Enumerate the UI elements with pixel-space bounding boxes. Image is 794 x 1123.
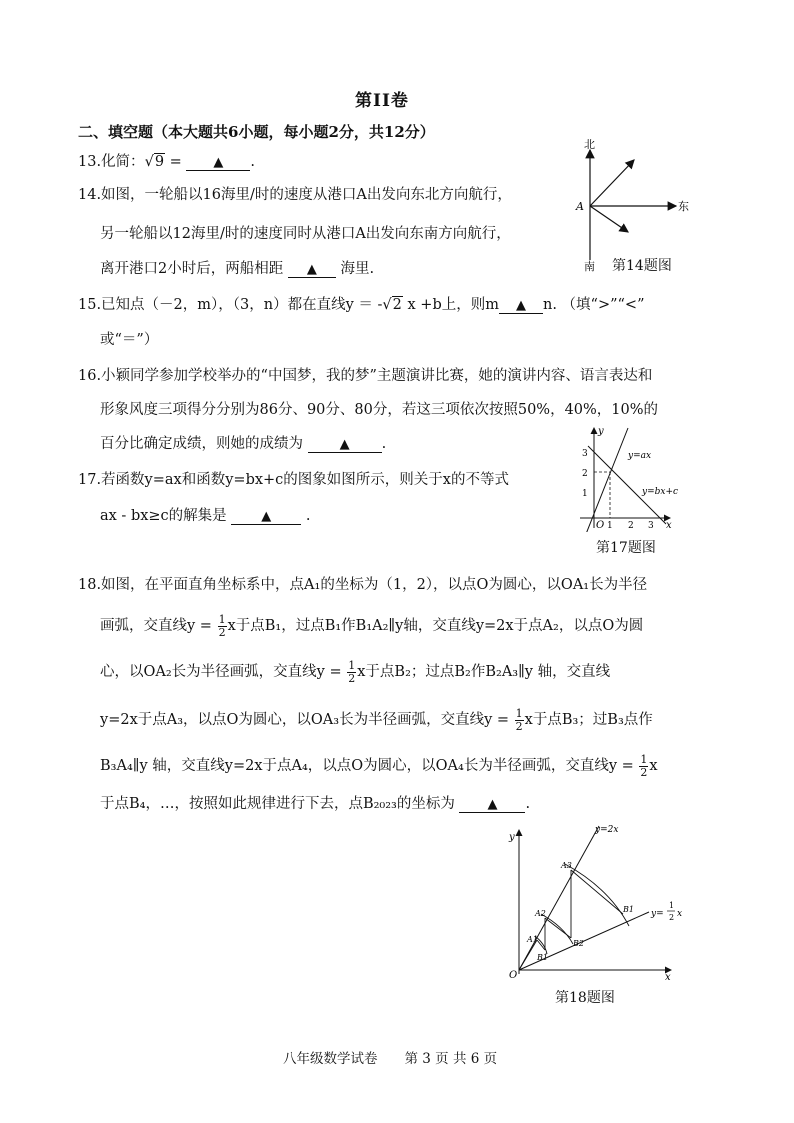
q16-line2: 形象风度三项得分分别为86分、90分、80分，若这三项依次按照50%，40%，10%的 (100, 402, 659, 418)
q17-ytick-3: 3 (582, 449, 588, 459)
q14-line2: 另一轮船以12海里/时的速度同时从港口A出发向东南方向航行， (100, 226, 511, 242)
q17-origin: O (596, 520, 605, 531)
line-y-2x (519, 826, 599, 970)
q18-line4 (100, 708, 653, 732)
north-label: 北 (584, 138, 595, 151)
q15-line1b: x +b上，则m (402, 297, 499, 313)
q18-label-half-x: x (677, 909, 683, 919)
q13-radicand: 9 (154, 154, 165, 170)
q18-x-label: x (665, 972, 671, 982)
q17-answer-blank (231, 509, 301, 525)
northeast-route (590, 160, 634, 206)
q17-y-label: y (598, 426, 604, 437)
q18-figure (505, 822, 705, 982)
q13-text-end: . (250, 154, 256, 170)
q18-line5b: x (649, 758, 658, 775)
q18-label-2x: y=2x (595, 825, 619, 835)
page-title: 第II卷 (355, 91, 409, 111)
q15-line1c: n. （填“>”“<” (542, 297, 645, 313)
q16-line1: 16.小颖同学参加学校举办的“中国梦，我的梦”主题演讲比赛，她的演讲内容、语言表达和 (78, 368, 653, 384)
q13-answer-blank (186, 155, 250, 171)
q15-line2: 或“＝”） (100, 332, 159, 348)
q15-radicand: 2 (392, 297, 402, 313)
q17-xtick-2: 2 (628, 521, 634, 531)
q15-line1 (78, 298, 645, 314)
q18-line4b: x于点B₃；过B₃点作 (524, 712, 653, 729)
east-label: 东 (678, 200, 689, 213)
q14-line1: 14.如图，一轮船以16海里/时的速度从港口A出发向东北方向航行， (78, 187, 512, 203)
q16-line3b: . (381, 436, 387, 452)
q15-line1a: 15.已知点（－2，m），（3，n）都在直线y ＝ - (78, 297, 383, 313)
answer-triangle-icon: ▲ (515, 298, 526, 313)
q17-xtick-1: 1 (607, 521, 613, 531)
q18-origin: O (509, 970, 518, 981)
q18-label-b1: B1 (537, 953, 548, 962)
q18-line2a: 画弧，交直线y = (100, 618, 217, 635)
q18-line5 (100, 754, 658, 778)
q13-sqrt-symbol: √ (144, 154, 154, 170)
q18-label-b3: B1 (623, 905, 634, 914)
q14-line3b: 海里. (335, 261, 375, 277)
q17-caption: 第17题图 (596, 540, 656, 556)
answer-triangle-icon: ▲ (487, 797, 498, 812)
q16-line3a: 百分比确定成绩，则她的成绩为 (100, 436, 308, 452)
q15-answer-blank (499, 298, 543, 314)
q17-line2a: ax - bx≥c的解集是 (100, 508, 232, 524)
line-y-bx-c (588, 446, 666, 524)
q14-line3a: 离开港口2小时后，两船相距 (100, 261, 288, 277)
q18-label-a2: A2 (535, 909, 546, 918)
south-label: 南 (584, 260, 595, 272)
q17-line1: 17.若函数y=ax和函数y=bx+c的图象如图所示，则关于x的不等式 (78, 472, 509, 488)
answer-triangle-icon: ▲ (213, 155, 224, 170)
southeast-route (590, 206, 628, 232)
q17-x-label: x (666, 520, 672, 531)
q16-line3 (100, 437, 386, 453)
q18-line5a: B₃A₄∥y 轴，交直线y=2x于点A₄，以点O为圆心，以OA₄长为半径画弧，交直线y = (100, 758, 639, 775)
q18-line1: 18.如图，在平面直角坐标系中，点A₁的坐标为（1，2），以点O为圆心，以OA₁长为半径 (78, 577, 648, 593)
section-heading: 二、填空题（本大题共6小题，每小题2分，共12分） (78, 123, 435, 141)
q14-caption: 第14题图 (612, 258, 672, 274)
one-half-fraction: $\frac{1}{2}$ (640, 753, 648, 779)
q15-sqrt-symbol: √ (382, 297, 392, 313)
question-13 (78, 155, 255, 171)
q17-ytick-2: 2 (582, 469, 588, 479)
q16-answer-blank (308, 437, 382, 453)
q17-figure (566, 424, 686, 532)
q18-line2 (100, 614, 643, 638)
q18-caption: 第18题图 (555, 990, 615, 1006)
seg-a3-b3 (571, 870, 623, 914)
q17-label-bxc: y=bx+c (642, 487, 679, 497)
answer-triangle-icon: ▲ (306, 262, 317, 277)
q18-y-label: y (509, 832, 515, 843)
q18-line6b: . (525, 796, 531, 812)
q18-label-a1: A1 (527, 935, 538, 944)
one-half-fraction: $\frac{1}{2}$ (348, 659, 356, 685)
answer-triangle-icon: ▲ (339, 437, 350, 452)
q17-ytick-1: 1 (582, 489, 588, 499)
q13-text-b: = (165, 154, 187, 170)
q13-text-a: 化简： (101, 154, 145, 170)
q18-line2b: x于点B₁，过点B₁作B₁A₂∥y轴，交直线y=2x于点A₂，以点O为圆 (227, 618, 644, 635)
q17-label-ax: y=ax (628, 451, 652, 461)
q17-xtick-3: 3 (648, 521, 654, 531)
q14-answer-blank (288, 262, 336, 278)
one-half-fraction: $\frac{1}{2}$ (515, 707, 523, 733)
q14-line3 (100, 262, 374, 278)
q18-label-half-den: 2 (669, 913, 675, 922)
q18-line6 (100, 797, 530, 813)
q18-label-half-num: 1 (669, 901, 675, 910)
q17-line2 (100, 509, 311, 525)
q18-label-half-prefix: y= (651, 909, 664, 919)
page-footer: 八年级数学试卷 第 3 页 共 6 页 (283, 1051, 498, 1067)
one-half-fraction: $\frac{1}{2}$ (218, 613, 226, 639)
q18-answer-blank (459, 797, 525, 813)
answer-triangle-icon: ▲ (261, 509, 272, 524)
q18-line6a: 于点B₄，…，按照如此规律进行下去，点B₂₀₂₃的坐标为 (100, 796, 460, 812)
q18-label-a3: A3 (561, 861, 572, 870)
q17-line2b: . (301, 508, 311, 524)
point-a-label: A (576, 200, 584, 213)
q13-number: 13. (78, 154, 102, 170)
q18-label-b2: B2 (573, 939, 584, 948)
q18-line3 (100, 660, 610, 684)
q18-line3a: 心，以OA₂长为半径画弧，交直线y = (100, 664, 347, 681)
q18-line3b: x于点B₂；过点B₂作B₂A₃∥y 轴，交直线 (357, 664, 611, 681)
q18-line4a: y=2x于点A₃，以点O为圆心，以OA₃长为半径画弧，交直线y = (100, 712, 514, 729)
q14-figure (560, 136, 690, 272)
